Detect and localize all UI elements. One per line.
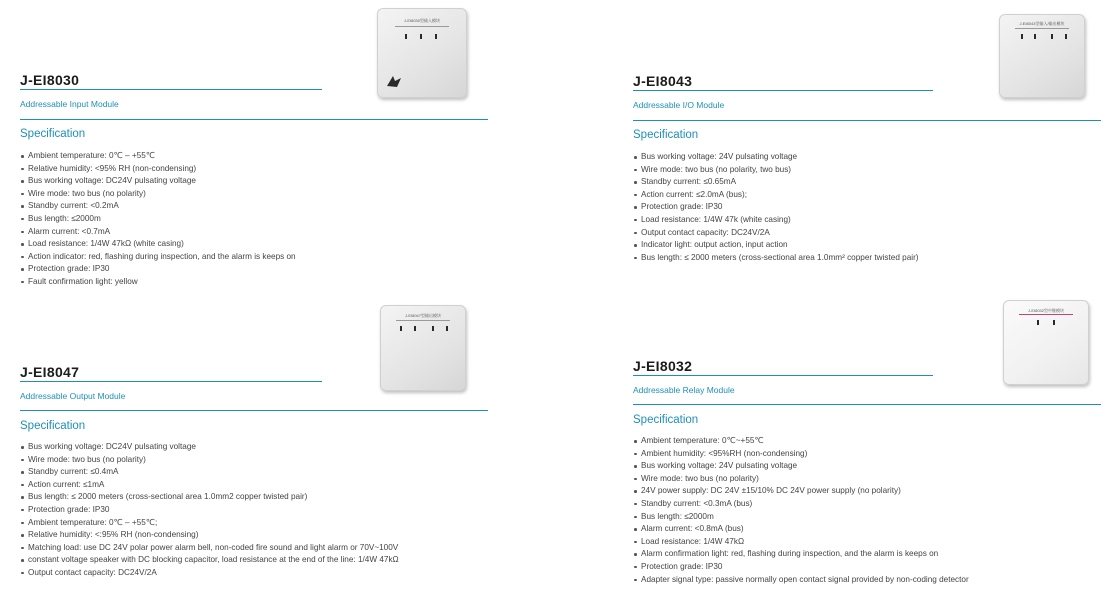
spec-list <box>20 441 399 580</box>
model-underline <box>633 375 933 376</box>
spec-item: Ambient humidity: <95%RH (non-condensing) <box>633 448 969 461</box>
section-divider <box>633 404 1101 405</box>
spec-item: Relative humidity: <95% RH (non-condensing) <box>20 163 296 176</box>
section-divider <box>20 119 488 120</box>
spec-item: Standby current: <0.2mA <box>20 200 296 213</box>
spec-item: Standby current: ≤0.4mA <box>20 466 399 479</box>
spec-item: 24V power supply: DC 24V ±15/10% DC 24V power supply (no polarity) <box>633 485 969 498</box>
spec-heading: Specification <box>20 420 86 432</box>
spec-item: Alarm current: <0.8mA (bus) <box>633 523 969 536</box>
indicator-led <box>446 326 448 331</box>
spec-item: Indicator light: output action, input action <box>633 239 919 252</box>
indicator-led <box>400 326 402 331</box>
spec-item: Relative humidity: <:95% RH (non-condensing) <box>20 529 399 542</box>
spec-item: Wire mode: two bus (no polarity) <box>633 473 969 486</box>
device-image <box>380 305 466 391</box>
device-label: J-EI8032型中继模块 <box>1027 308 1064 313</box>
device-image <box>999 14 1085 98</box>
section-divider <box>20 410 488 411</box>
device-label-line <box>1015 28 1069 29</box>
spec-heading: Specification <box>633 414 699 426</box>
spec-item: Protection grade: IP30 <box>20 263 296 276</box>
indicator-led <box>1034 34 1036 39</box>
model-title: J-EI8047 <box>20 364 80 380</box>
spec-list <box>20 150 296 289</box>
indicator-led <box>435 34 437 39</box>
model-underline <box>633 90 933 91</box>
spec-item: Standby current: ≤0.65mA <box>633 176 919 189</box>
spec-item: Bus working voltage: DC24V pulsating voltage <box>20 175 296 188</box>
spec-item: Protection grade: IP30 <box>633 561 969 574</box>
model-underline <box>20 381 322 382</box>
spec-item: Action indicator: red, flashing during inspection, and the alarm is keeps on <box>20 251 296 264</box>
spec-item: Ambient temperature: 0℃~+55℃ <box>633 435 969 448</box>
spec-item: Ambient temperature: 0℃ – +55℃; <box>20 517 399 530</box>
device-label: J-EI8043型输入/输出模块 <box>1019 21 1065 26</box>
spec-item: Alarm confirmation light: red, flashing during inspection, and the alarm is keeps on <box>633 548 969 561</box>
product-subtitle: Addressable I/O Module <box>633 100 725 110</box>
spec-heading: Specification <box>633 129 699 141</box>
device-label-line <box>395 26 449 27</box>
model-title: J-EI8043 <box>633 73 693 89</box>
spec-item: Matching load: use DC 24V polar power alarm bell, non-coded fire sound and light alarm or 70V~100V <box>20 542 399 555</box>
spec-item: Load resistance: 1/4W 47kΩ (white casing) <box>20 238 296 251</box>
spec-item: Bus working voltage: 24V pulsating voltage <box>633 460 969 473</box>
spec-item: Fault confirmation light: yellow <box>20 276 296 289</box>
indicator-led <box>405 34 407 39</box>
spec-item: Protection grade: IP30 <box>20 504 399 517</box>
spec-item: Bus working voltage: 24V pulsating voltage <box>633 151 919 164</box>
spec-list <box>633 151 919 264</box>
spec-item: Output contact capacity: DC24V/2A <box>20 567 399 580</box>
device-label-line <box>1019 314 1073 315</box>
spec-item: Wire mode: two bus (no polarity) <box>20 454 399 467</box>
spec-item: Protection grade: IP30 <box>633 201 919 214</box>
spec-item: Bus length: ≤ 2000 meters (cross-sectional area 1.0mm2 copper twisted pair) <box>20 491 399 504</box>
device-image <box>377 8 467 98</box>
product-subtitle: Addressable Input Module <box>20 99 119 109</box>
spec-item: Standby current: <0.3mA (bus) <box>633 498 969 511</box>
model-underline <box>20 89 322 90</box>
spec-item: Action current: ≤2.0mA (bus); <box>633 189 919 202</box>
indicator-led <box>414 326 416 331</box>
spec-item: Output contact capacity: DC24V/2A <box>633 227 919 240</box>
spec-item: Ambient temperature: 0℃ – +55℃ <box>20 150 296 163</box>
spec-item: Bus length: ≤2000m <box>20 213 296 226</box>
device-label: J-EI8047型输出模块 <box>404 313 441 318</box>
indicator-led <box>1021 34 1023 39</box>
spec-item: Bus working voltage: DC24V pulsating voltage <box>20 441 399 454</box>
spec-item: Load resistance: 1/4W 47k (white casing) <box>633 214 919 227</box>
spec-item: Wire mode: two bus (no polarity) <box>20 188 296 201</box>
spec-item: Wire mode: two bus (no polarity, two bus) <box>633 164 919 177</box>
product-subtitle: Addressable Output Module <box>20 391 126 401</box>
indicator-led <box>1053 320 1055 325</box>
brand-logo-icon <box>385 72 403 90</box>
spec-item: Bus length: ≤2000m <box>633 511 969 524</box>
indicator-led <box>1065 34 1067 39</box>
spec-list <box>633 435 969 586</box>
model-title: J-EI8030 <box>20 72 80 88</box>
device-label-line <box>396 320 450 321</box>
device-image <box>1003 300 1089 385</box>
section-divider <box>633 120 1101 121</box>
indicator-led <box>432 326 434 331</box>
indicator-led <box>1051 34 1053 39</box>
spec-item: Bus length: ≤ 2000 meters (cross-sectional area 1.0mm² copper twisted pair) <box>633 252 919 265</box>
spec-item: constant voltage speaker with DC blocking capacitor, load resistance at the end of the line: 1/4W 47kΩ <box>20 554 399 567</box>
device-label: J-EI8030型输入模块 <box>403 18 440 23</box>
spec-item: Action current: ≤1mA <box>20 479 399 492</box>
indicator-led <box>1037 320 1039 325</box>
spec-heading: Specification <box>20 128 86 140</box>
model-title: J-EI8032 <box>633 358 693 374</box>
spec-item: Adapter signal type: passive normally open contact signal provided by non-coding detector <box>633 574 969 587</box>
spec-item: Alarm current: <0.7mA <box>20 226 296 239</box>
product-subtitle: Addressable Relay Module <box>633 385 735 395</box>
spec-item: Load resistance: 1/4W 47kΩ <box>633 536 969 549</box>
indicator-led <box>420 34 422 39</box>
